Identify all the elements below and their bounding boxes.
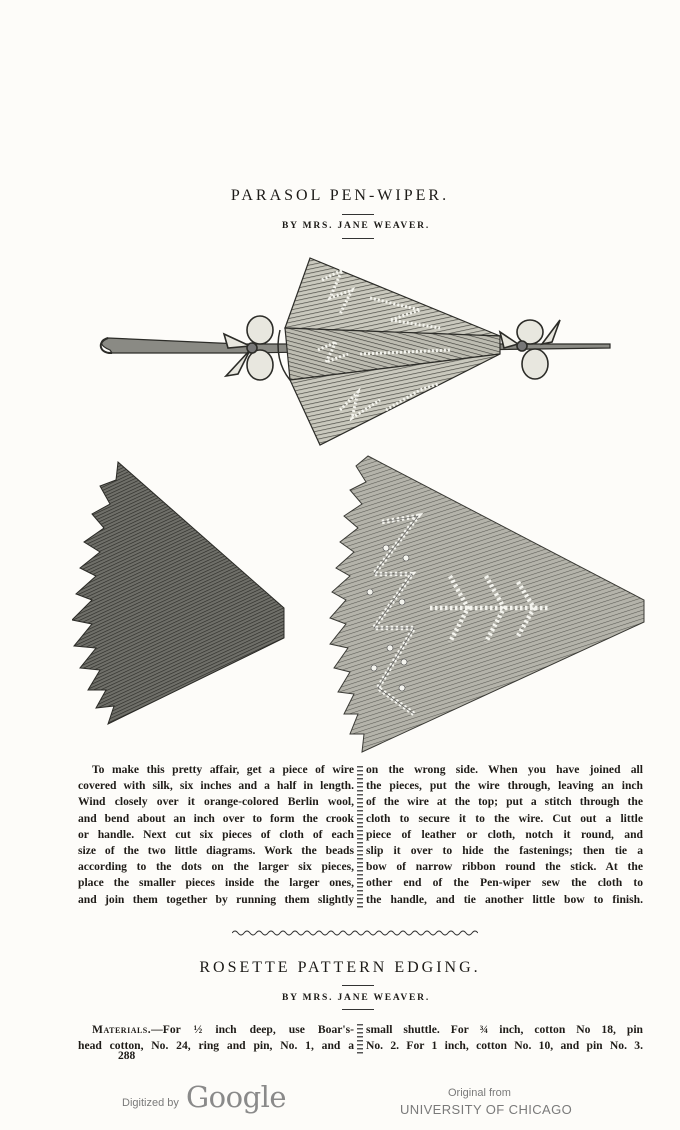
article-title: PARASOL PEN-WIPER.	[230, 187, 450, 204]
digitized-by-label: Digitized by	[122, 1097, 179, 1109]
article-title: ROSETTE PATTERN EDGING.	[199, 959, 481, 976]
section-separator	[232, 928, 478, 938]
text-column-left	[78, 762, 354, 908]
text-line: To make this pretty affair, get a piece of wire	[92, 763, 354, 776]
text-line: small shuttle. For ¾ inch, cotton No 18, pin	[366, 1023, 643, 1036]
text-line: No. 2. For 1 inch, cotton No. 10, and pin No. 3.	[366, 1039, 643, 1052]
text-line: other end of the Pen-wiper sew the cloth to	[366, 876, 643, 890]
text-line: place the smaller pieces inside the larger ones,	[78, 876, 354, 890]
byline-rule	[342, 1009, 374, 1010]
text-line: or handle. Next cut six pieces of cloth of each	[78, 827, 354, 841]
text-line: and bend about an inch over to form the crook	[78, 811, 354, 825]
text-line: head cotton, No. 24, ring and pin, No. 1, and a	[78, 1039, 354, 1052]
google-logo: Google	[186, 1080, 287, 1114]
title-rule	[342, 214, 374, 215]
title-rule	[342, 985, 374, 986]
text-line: of the wire at the top; put a stitch through the	[366, 795, 643, 809]
text-line: according to the dots on the larger six pieces,	[78, 860, 354, 874]
article-byline: BY MRS. JANE WEAVER.	[282, 993, 430, 1003]
text-line: Wind closely over it orange-colored Berlin wool,	[78, 795, 354, 809]
byline-rule	[342, 238, 374, 239]
text-line: cloth to secure it to the wire. Cut out a little	[366, 811, 643, 825]
text-line: size of the two little diagrams. Work the beads	[78, 844, 354, 858]
page-number: 288	[118, 1050, 136, 1062]
large-diagram	[326, 452, 650, 754]
parasol-illustration	[90, 250, 630, 455]
materials-right	[366, 1022, 643, 1054]
text-line: piece of leather or cloth, notch it round, and	[366, 827, 643, 841]
text-line: the pieces, put the wire through, leaving an inch	[366, 779, 643, 793]
institution-name[interactable]: UNIVERSITY OF CHICAGO	[400, 1102, 573, 1117]
text-column-right	[366, 762, 643, 908]
text-line: covered with silk, six inches and a half in length.	[78, 779, 354, 793]
text-line: bow of narrow ribbon round the stick. At the	[366, 860, 643, 874]
column-divider	[357, 1024, 363, 1056]
original-from-label: Original from	[448, 1087, 511, 1099]
text-line: on the wrong side. When you have joined all	[366, 763, 643, 776]
small-diagram	[72, 458, 288, 726]
text-line: and join them together by running them slightly	[78, 892, 354, 906]
materials-text: —For ½ inch deep, use Boar's-	[151, 1023, 354, 1036]
article-byline: BY MRS. JANE WEAVER.	[282, 221, 430, 231]
column-divider	[357, 766, 363, 908]
text-line: slip it over to hide the fastenings; then tie a	[366, 844, 643, 858]
text-line: the handle, and tie another little bow to finish.	[366, 892, 643, 906]
text-line	[78, 1022, 354, 1038]
parasol-canopy	[278, 258, 500, 445]
materials-label: Materials.	[92, 1023, 152, 1036]
